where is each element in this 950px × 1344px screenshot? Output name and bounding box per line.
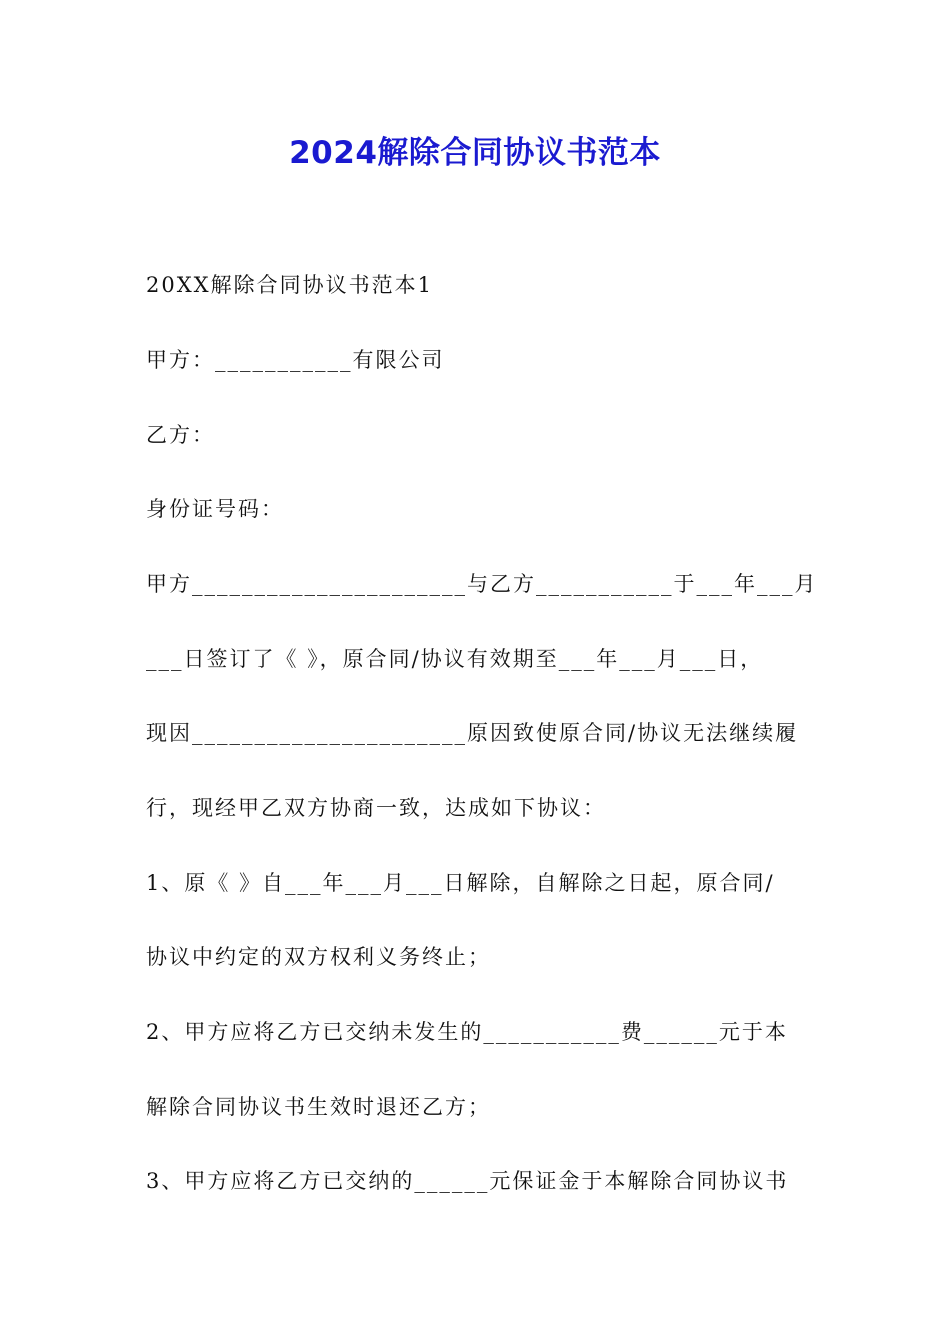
body-line: ___日签订了《 》，原合同/协议有效期至___年___月___日， bbox=[146, 647, 764, 671]
clause-2-line: 2、甲方应将乙方已交纳未发生的___________费______元于本 bbox=[146, 1020, 788, 1044]
body-line: 行，现经甲乙双方协商一致，达成如下协议： bbox=[146, 796, 606, 820]
party-a-line: 甲方：___________有限公司 bbox=[146, 348, 445, 372]
party-b-line: 乙方： bbox=[146, 423, 215, 447]
clause-1-line: 协议中约定的双方权利义务终止； bbox=[146, 945, 491, 969]
clause-1-line: 1、原《 》自___年___月___日解除，自解除之日起，原合同/ bbox=[146, 871, 775, 895]
body-line: 现因______________________原因致使原合同/协议无法继续履 bbox=[146, 721, 799, 745]
section-heading: 20XX解除合同协议书范本1 bbox=[146, 273, 433, 297]
id-number-line: 身份证号码： bbox=[146, 497, 284, 521]
document-title: 2024解除合同协议书范本 bbox=[289, 135, 661, 171]
body-line: 甲方______________________与乙方___________于___年___月 bbox=[146, 572, 818, 596]
clause-3-line: 3、甲方应将乙方已交纳的______元保证金于本解除合同协议书 bbox=[146, 1169, 789, 1193]
clause-2-line: 解除合同协议书生效时退还乙方； bbox=[146, 1095, 491, 1119]
